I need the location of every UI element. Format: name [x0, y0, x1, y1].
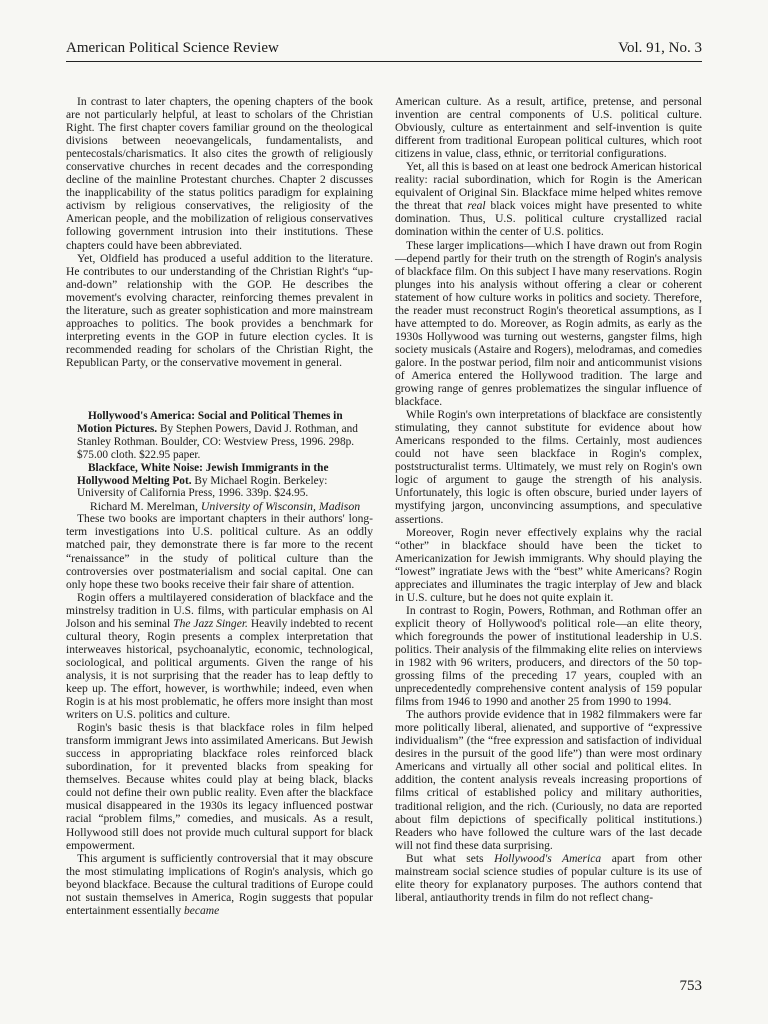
paragraph: Yet, Oldfield has produced a useful addition to the literature. He contributes to our understanding of the Christian Right's “up-and-down” relationship with the GOP. He describes the movement's evolving character, reinforcing themes prevalent in the literature, such as greater sophistication and more mainstream approaches to politics. The book provides a benchmark for interpreting events in the GOP in future election cycles. It is recommended reading for scholars of the Christian Right, the Republican Party, or the conservative movement in general.	[66, 252, 373, 369]
book-title: Blackface, White Noise: Jewish Immigrants in the Hollywood Melting Pot.	[77, 461, 329, 487]
paragraph: Rogin offers a multilayered consideration of blackface and the minstrelsy tradition in U.S. films, with particular emphasis on Al Jolson and his seminal The Jazz Singer. Heavily indebted to recent cultural theory, Rogin presents a complex interpretation that interweaves historical, psychoanalytic, economic, technological, sociological, and political arguments. Given the range of his analysis, it is not surprising that the reader has to leap deftly to keep up. The effort, however, is worthwhile; indeed, even when Rogin is at his most problematic, he offers more insight than most writers on U.S. politics and culture.	[66, 591, 374, 722]
page-number: 753	[679, 978, 702, 994]
paragraph: American culture. As a result, artifice, pretense, and personal invention are central components of U.S. political culture. Obviously, culture as entertainment and self-invention is quite different from traditional European political cultures, which root citizens in value, class, ethnic, or territorial configurations.	[395, 96, 702, 161]
paragraph: While Rogin's own interpretations of blackface are consistently stimulating, they cannot substitute for evidence about how Americans responded to the films. Certainly, most audiences could not have seen blackface in Rogin's complex, poststructuralist terms. Ultimately, we must rely on Rogin's own logic of argument to gauge the strength of his analysis. Unfortunately, this logic is often obscure, buried under layers of mystifying jargon, unconvincing assumptions, and speculative assertions.	[395, 409, 702, 526]
reviewer-name: Richard M. Merelman,	[89, 499, 198, 514]
paragraph: Rogin's basic thesis is that blackface roles in film helped transform immigrant Jews into assimilated Americans. But Jewish success in appropriating blackface roles reinforced black subordination, for it prevented blacks from speaking for themselves. Because whites could play at being black, blacks could not define their own public reality. Even after the blackface musical disappeared in the 1930s its legacy influenced postwar racial “problem films,” comedies, and musicals. As a result, Hollywood still does not provide much cultural support for black empowerment.	[66, 722, 373, 852]
reviewer-affiliation: University of Wisconsin, Madison	[200, 499, 361, 514]
emphasis: became	[184, 904, 220, 917]
book-details: By Michael Rogin. Berkeley: University of California Press, 1996. 339p. $24.95.	[77, 474, 328, 500]
journal-title: American Political Science Review	[66, 40, 279, 56]
paragraph: Moreover, Rogin never effectively explains why the racial “other” in blackface should have been the ticket to Americanization for Jewish immigrants. Why should playing the “lowest” ingratiate Jews with the “best” white Americans? Rogin appreciates and illuminates the tragic interplay of Jew and black in U.S. culture, but he does not quite explain it.	[395, 526, 702, 604]
book-citation	[66, 410, 373, 462]
film-title: The Jazz Singer.	[173, 617, 248, 630]
book-title: Hollywood's America: Social and Political Themes in Motion Pictures.	[77, 409, 343, 435]
right-column	[395, 96, 702, 918]
book-title-inline: Hollywood's America	[494, 852, 602, 865]
volume-issue: Vol. 91, No. 3	[618, 40, 702, 56]
article-body	[66, 96, 702, 918]
reviewer-line	[66, 500, 373, 513]
paragraph: In contrast to Rogin, Powers, Rothman, and Rothman offer an explicit theory of Hollywood's political role—an elite theory, which foregrounds the power of institutional leadership in U.S. politics. Their analysis of the filmmaking elite relies on interviews in 1982 with 96 writers, producers, and directors of the 50 top-grossing films of the preceding 17 years, coupled with an unprecedentedly comprehensive content analysis of 159 popular films from 1946 to 1990 and another 25 from 1990 to 1994.	[395, 604, 702, 709]
paragraph: In contrast to later chapters, the opening chapters of the book are not particularly helpful, at least to scholars of the Christian Right. The first chapter covers familiar ground on the theological divisions between neoevangelicals, fundamentalists, and pentecostals/charismatics. It also cites the growth of religiously conservative churches in recent decades and the corresponding decline of the mainline Protestant churches. Chapter 2 discusses the inapplicability of the status politics paradigm for explaining activism by religious conservatives, the religiosity of the American people, and the mobilization of religious conservatives following government intrusion into their institutions. These chapters could have been abbreviated.	[66, 96, 373, 252]
paragraph: These larger implications—which I have drawn out from Rogin—depend partly for their truth on the strength of Rogin's analysis of blackface film. On this subject I have many reservations. Rogin plunges into his analysis without offering a clear or coherent statement of how culture works in politics and society. Therefore, the reader must reconstruct Rogin's theoretical assumptions, as I have attempted to do. Moreover, as Rogin admits, as early as the 1930s Hollywood was turning out westerns, gangster films, high society musicals (Astaire and Rogers), melodramas, and comedies galore. In the postwar period, film noir and anticommunist visions of America entered the Hollywood tradition. The large and growing range of genres problematizes the singular influence of blackface.	[395, 239, 702, 409]
paragraph: Yet, all this is based on at least one bedrock American historical reality: racial subordination, which for Rogin is the American equivalent of Original Sin. Blackface mime helped whites remove the threat that real black voices might have presented to white domination. Thus, U.S. political culture crystallized racial domination within the center of U.S. politics.	[395, 161, 702, 239]
paragraph: The authors provide evidence that in 1982 filmmakers were far more politically liberal, alienated, and supportive of “expressive individualism” (the “free expression and satisfaction of individual desires in the pursuit of the good life”) than were most ordinary Americans and virtually all other social and political elites. In addition, the content analysis reveals increasing proportions of films critical of established policy and military authorities, traditional religion, and the rich. (Curiously, no data are reported about film depictions of specifically political institutions.) Readers who have followed the culture wars of the last decade will not find these data surprising.	[395, 709, 702, 852]
paragraph: These two books are important chapters in their authors' long-term investigations into U.S. political culture. As an oddly matched pair, they demonstrate there is far more to the recent “renaissance” in the study of political culture than the controversies over postmaterialism and social capital. One can only hope these two books receive their fair share of attention.	[66, 513, 373, 591]
book-details: By Stephen Powers, David J. Rothman, and Stanley Rothman. Boulder, CO: Westview Press, 1996. 298p. $75.00 cloth. $22.95 paper.	[77, 422, 358, 461]
paragraph: This argument is sufficiently controversial that it may obscure the most stimulating implications of Rogin's analysis, which go beyond blackface. Because the cultural traditions of Europe could not sustain themselves in America, Rogin suggests that popular entertainment essentially became	[66, 852, 373, 917]
running-header	[66, 40, 702, 62]
left-column	[66, 96, 373, 918]
emphasis: real	[467, 200, 486, 213]
book-citation	[66, 462, 373, 501]
paragraph: But what sets Hollywood's America apart from other mainstream social science studies of popular culture is its use of elite theory for explanatory purposes. The authors contend that liberal, antiauthority trends in film do not reflect chang-	[395, 852, 703, 904]
